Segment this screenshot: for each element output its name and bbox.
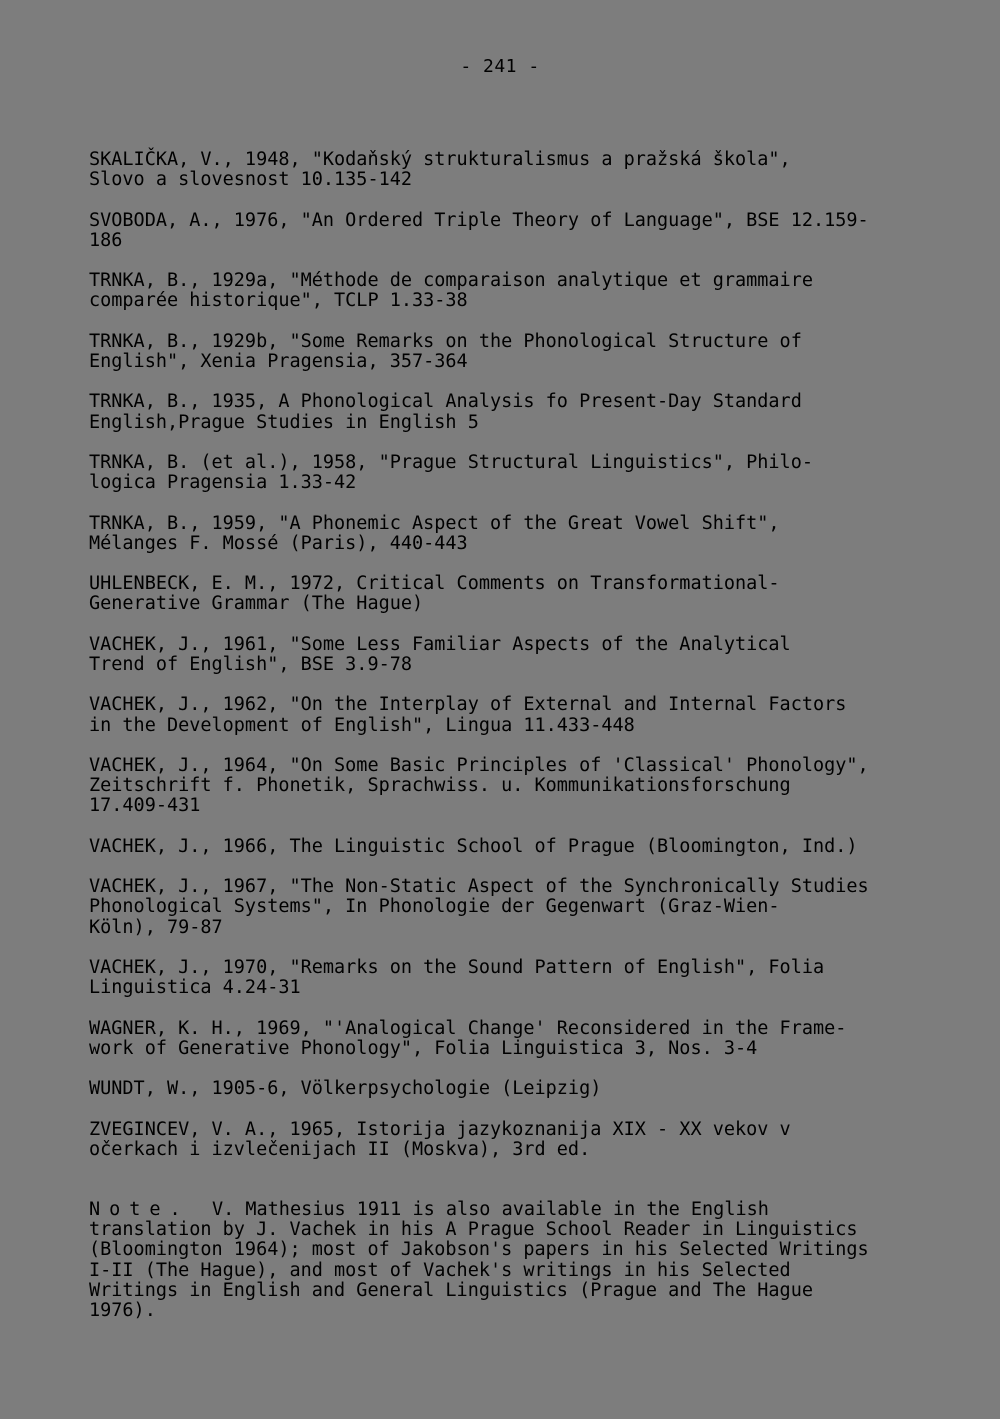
entry-first-line: TRNKA, B., 1959, "A Phonemic Aspect of the Great Vowel Shift", [89,512,780,534]
bibliography-entry [89,271,949,311]
bibliography-entry [89,756,949,817]
entry-continuation-line: Phonological Systems", In Phonologie der Gegenwart (Graz-Wien- [89,896,780,918]
entry-continuation-line: comparée historique", TCLP 1.33-38 [89,290,468,312]
bibliography-entry [89,877,949,938]
bibliography-entry [89,1120,949,1160]
bibliography-entry [89,150,949,190]
entry-first-line: VACHEK, J., 1970, "Remarks on the Sound Pattern of English", Folia [89,956,825,978]
bibliography-entry [89,837,949,857]
bibliography-entry [89,574,949,614]
entry-continuation-line: Linguistica 4.24-31 [89,977,301,999]
entry-continuation-line: očerkach i izvlečenijach II (Moskva), 3rd ed. [89,1138,591,1160]
entry-continuation-line: 17.409-431 [89,795,201,817]
entry-first-line: UHLENBECK, E. M., 1972, Critical Comments on Transformational- [89,573,780,595]
note-first-line [89,1200,969,1220]
entry-continuation-line: English,Prague Studies in English 5 [89,411,479,433]
bibliography-entry [89,695,949,735]
bibliography-entry [89,514,949,554]
bibliography-entry [89,1019,949,1059]
entry-first-line: VACHEK, J., 1966, The Linguistic School of Prague (Bloomington, Ind.) [89,835,858,857]
bibliography-entry [89,211,949,251]
note-line: (Bloomington 1964); most of Jakobson's papers in his Selected Writings [89,1239,869,1261]
note-line: 1976). [89,1300,156,1322]
entry-continuation-line: Slovo a slovesnost 10.135-142 [89,169,413,191]
entry-first-line: VACHEK, J., 1967, "The Non-Static Aspect of the Synchronically Studies [89,876,869,898]
entry-continuation-line: 186 [89,229,123,251]
entry-first-line: TRNKA, B., 1929a, "Méthode de comparaison analytique et grammaire [89,270,813,292]
note-line: translation by J. Vachek in his A Prague School Reader in Linguistics [89,1219,858,1241]
page-number: - 241 - [460,56,540,77]
entry-continuation-line: Mélanges F. Mossé (Paris), 440-443 [89,532,468,554]
entry-first-line: TRNKA, B., 1935, A Phonological Analysis fo Present-Day Standard [89,391,802,413]
entry-first-line: TRNKA, B. (et al.), 1958, "Prague Structural Linguistics", Philo- [89,451,813,473]
entry-continuation-line: Zeitschrift f. Phonetik, Sprachwiss. u. Kommunikationsforschung [89,775,791,797]
note-line: I-II (The Hague), and most of Vachek's writings in his Selected [89,1259,791,1281]
entry-first-line: WUNDT, W., 1905-6, Völkerpsychologie (Leipzig) [89,1078,602,1100]
entry-continuation-line: English", Xenia Pragensia, 357-364 [89,350,468,372]
note-first-line-text: V. Mathesius 1911 is also available in the English [189,1199,769,1220]
entry-continuation-line: Trend of English", BSE 3.9-78 [89,653,413,675]
note-paragraph [89,1200,969,1321]
entry-first-line: VACHEK, J., 1962, "On the Interplay of External and Internal Factors [89,694,847,716]
bibliography-entry [89,1079,949,1099]
entry-first-line: VACHEK, J., 1964, "On Some Basic Principles of 'Classical' Phonology", [89,754,869,776]
entry-first-line: SKALIČKA, V., 1948, "Kodaňský strukturalismus a pražská škola", [89,149,791,170]
bibliography-entry [89,453,949,493]
entry-continuation-line: in the Development of English", Lingua 11.433-448 [89,714,635,736]
note-line: Writings in English and General Linguistics (Prague and The Hague [89,1279,813,1301]
entry-first-line: VACHEK, J., 1961, "Some Less Familiar Aspects of the Analytical [89,633,791,655]
entry-continuation-line: Generative Grammar (The Hague) [89,593,424,615]
entry-first-line: ZVEGINCEV, V. A., 1965, Istorija jazykoznanija XIX - XX vekov v [89,1118,791,1140]
note-label: Note. [89,1199,190,1220]
entry-continuation-line: Köln), 79-87 [89,916,223,938]
bibliography-entry [89,332,949,372]
entry-continuation-line: work of Generative Phonology", Folia Linguistica 3, Nos. 3-4 [89,1037,758,1059]
bibliography-entry [89,958,949,998]
bibliography-entry [89,392,949,432]
entry-first-line: WAGNER, K. H., 1969, "'Analogical Change' Reconsidered in the Frame- [89,1017,847,1039]
bibliography-list [89,150,949,1180]
bibliography-entry [89,635,949,675]
entry-continuation-line: logica Pragensia 1.33-42 [89,472,357,494]
entry-first-line: TRNKA, B., 1929b, "Some Remarks on the Phonological Structure of [89,330,802,352]
entry-first-line: SVOBODA, A., 1976, "An Ordered Triple Theory of Language", BSE 12.159- [89,209,869,231]
